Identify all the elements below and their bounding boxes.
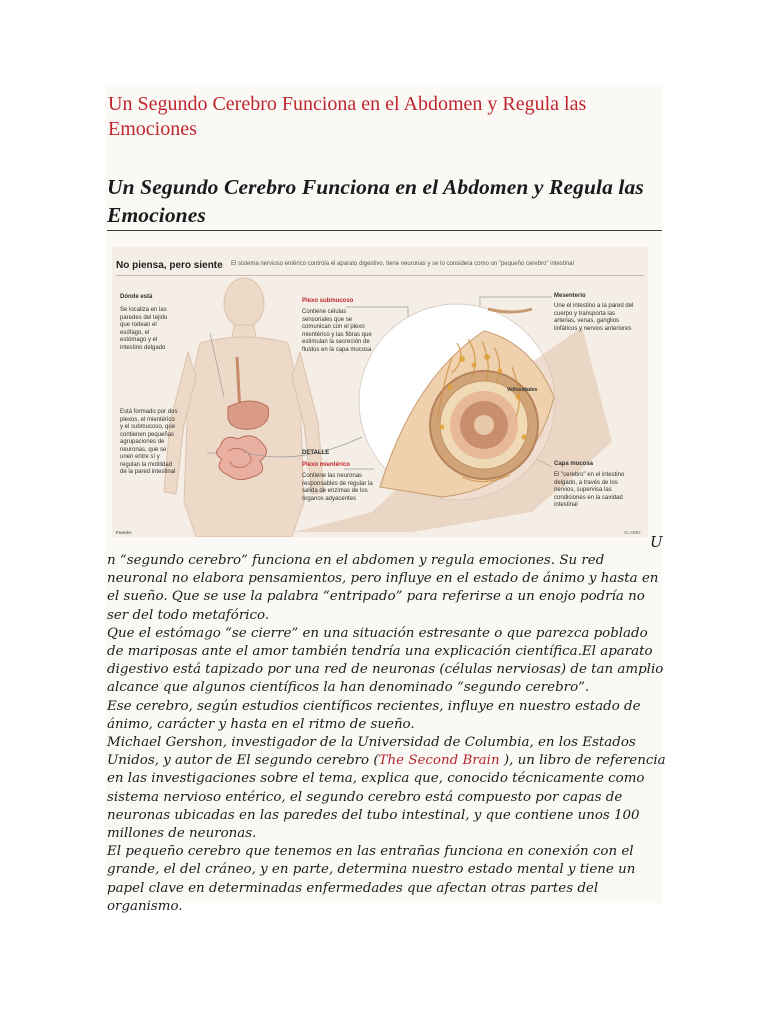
capa-mucosa-text: El "cerebro" en el intestino delgado, a través de los nervios, supervisa las condiciones en la cavidad intestinal <box>554 472 625 508</box>
infographic-subtitle: El sistema nervioso entérico controla el aparato digestivo, tiene neuronas y se lo considera como un "pequeño cerebro" intestinal <box>231 261 574 267</box>
paragraph-1: n “segundo cerebro” funciona en el abdomen y regula emociones. Su red neuronal no elabora pensamientos, pero influye en el estado de ánimo y hasta en el sueño. Que se use la palabra “entripado” para referirse a un enojo podría no ser del todo metafórico. <box>107 553 659 623</box>
donde-label <box>120 294 172 302</box>
formado-text: Está formado por dos plexos, el mientérico y el submucoso, que contienen pequeñas agrupaciones de neuronas, que se unen entre sí y regulan la motilidad de la pared intestinal <box>120 409 178 475</box>
paragraph-4-start: Michael Gershon, investigador de la Universidad de Columbia, en los Estados Unidos, y autor de El segundo cerebro ( <box>107 735 636 769</box>
donde-title: Dónde está <box>120 294 153 300</box>
mienterico-title: Plexo mientérico <box>302 462 351 468</box>
paragraph-3: Ese cerebro, según estudios científicos recientes, influye en nuestro estado de ánimo, carácter y hasta en el ritmo de sueño. <box>107 698 641 732</box>
drop-cap: U <box>650 533 663 551</box>
headline-divider <box>107 230 662 231</box>
donde-text: Se localiza en las paredes del tejido que rodean el esófago, el estómago y el intestino delgado <box>120 307 168 351</box>
source-label: Fuente: <box>116 530 133 535</box>
capa-mucosa-title: Capa mucosa <box>554 461 594 467</box>
paragraph-4 <box>107 734 667 843</box>
article-headline: Un Segundo Cerebro Funciona en el Abdomen y Regula las Emociones <box>107 175 644 227</box>
article-body <box>107 552 667 916</box>
vellosidades-label: Vellosidades <box>507 387 538 393</box>
mienterico-text: Contiene las neuronas responsables de regular la salida de enzimas de los órganos adyacentes <box>302 473 373 502</box>
submucoso-text: Contiene células sensoriales que se comunican con el plexo mientérico y las fibras que estimulan la secreción de fluidos en la capa mucosa <box>302 309 372 353</box>
submucoso-title: Plexo submucoso <box>302 298 354 304</box>
page-title: Un Segundo Cerebro Funciona en el Abdomen y Regula las Emociones <box>108 93 587 140</box>
paragraph-4-end: ), un libro de referencia en las investigaciones sobre el tema, explica que, conocido técnicamente como sistema nervioso entérico, el segundo cerebro está compuesto por capas de neuronas ubicadas en las paredes del tubo intestinal, y que contiene unos 100 millones de neuronas. <box>107 753 666 842</box>
paragraph-2: Que el estómago “se cierre” en una situación estresante o que parezca poblado de mariposas ante el amor también tendría una explicación científica.El aparato digestivo está tapizado por una red de neuronas (células nerviosas) de tan amplio alcance que algunos científicos la han denominado “segundo cerebro”. <box>107 625 664 696</box>
detalle-label: DETALLE <box>302 450 330 456</box>
infographic-title: No piensa, pero siente <box>116 260 223 271</box>
mesenterio-title: Mesenterio <box>554 293 586 299</box>
credit-label: CLARIN <box>624 530 641 535</box>
infographic <box>112 247 648 537</box>
second-brain-link[interactable]: The Second Brain <box>378 753 504 769</box>
paragraph-5: El pequeño cerebro que tenemos en las entrañas funciona en conexión con el grande, el del cráneo, y en parte, determina nuestro estado mental y tiene un papel clave en determinadas enfermedades que afectan otras partes del organismo. <box>107 844 636 914</box>
mesenterio-text: Une el intestino a la pared del cuerpo y transporta las arterias, venas, ganglios linfáticos y nervios anteriores <box>554 303 634 332</box>
